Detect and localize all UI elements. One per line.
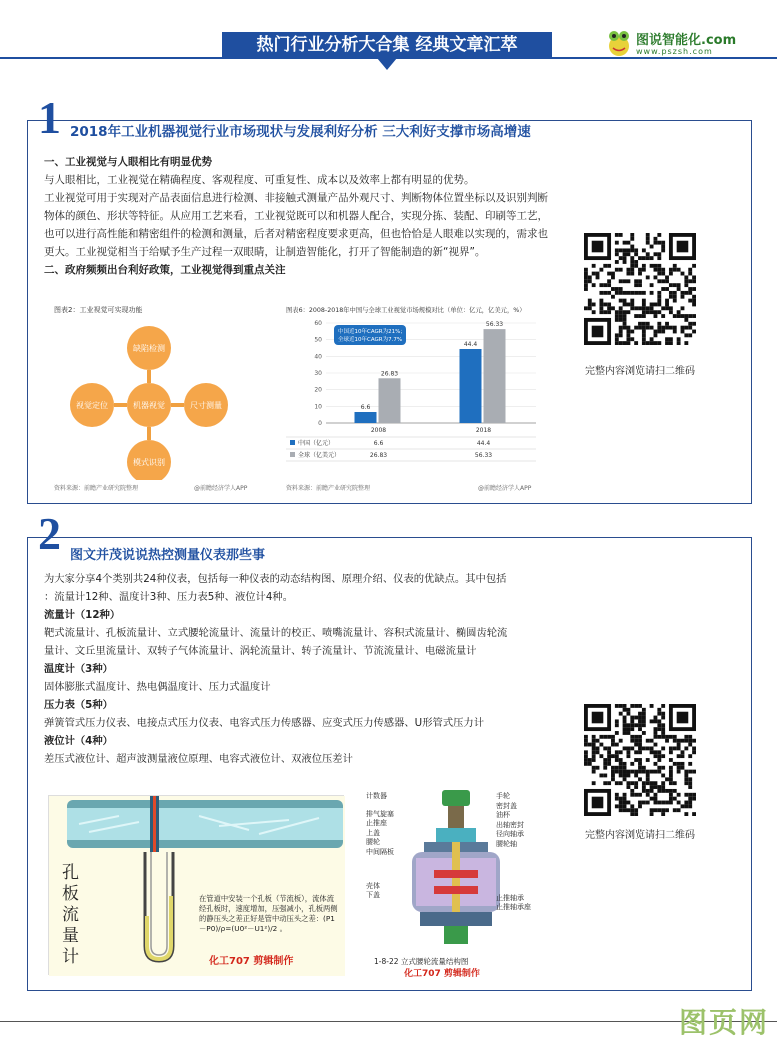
orifice-label-5: 计: [62, 947, 79, 967]
table-cell: 44.4: [476, 440, 491, 447]
functions-diagram: [54, 305, 264, 495]
y-tick-label: 40: [314, 353, 322, 361]
callout: 计数器: [366, 792, 387, 800]
figure-title: 图表2：工业视觉可实现功能: [54, 306, 143, 314]
x-tick-label: 2008: [370, 427, 387, 434]
paragraph: ：流量计12种、温度计3种、压力表5种、液位计4种。: [44, 591, 293, 603]
callout: 排气旋塞: [366, 809, 394, 818]
paragraph: 靶式流量计、孔板流量计、立式腰轮流量计、流量计的校正、喷嘴流量计、容积式流量计、椭圆齿轮流: [44, 627, 508, 639]
qr-caption: 完整内容浏览请扫二维码: [585, 830, 695, 841]
header-banner: 热门行业分析大合集 经典文章汇萃: [222, 32, 552, 59]
callout: 下盖: [366, 891, 380, 900]
logo-brand: 图说智能化.com: [636, 33, 737, 48]
callout: 腰轮: [366, 838, 380, 847]
orifice-diagram: [49, 796, 345, 976]
watermark: 图页网: [678, 1006, 769, 1039]
qr-code-icon[interactable]: [580, 233, 700, 345]
bar-chart: [286, 315, 548, 480]
orifice-label-text: [49, 796, 50, 797]
table-cell: 26.83: [369, 452, 388, 459]
paragraph: 弹簧管式压力仪表、电接点式压力仪表、电容式压力传感器、应变式压力传感器、U形管式压力计: [44, 717, 485, 729]
bar-value-label: 56.33: [485, 321, 504, 329]
callout: 密封盖: [496, 801, 517, 810]
category-heading: 温度计（3种）: [44, 663, 113, 675]
paragraph: 差压式液位计、超声波测量液位原理、电容式液位计、双液位压差计: [44, 753, 353, 765]
paragraph: 与人眼相比，工业视觉在精确程度、客观程度、可重复性、成本以及效率上都有明显的优势。: [44, 174, 475, 186]
orifice-label-4: 量: [62, 926, 79, 946]
heading-1: 一、工业视觉与人眼相比有明显优势: [44, 156, 212, 168]
qr-code-icon[interactable]: [580, 704, 700, 816]
chart-credit: @前瞻经济学人APP: [478, 485, 532, 492]
legend-swatch: [290, 452, 295, 457]
y-tick-label: 10: [314, 403, 322, 411]
y-tick-label: 30: [314, 370, 322, 377]
callout: 中间隔板: [366, 847, 394, 856]
callout: 止推轴承座: [496, 903, 531, 912]
table-cell: 56.33: [474, 452, 493, 459]
node-label: 视觉定位: [76, 401, 108, 410]
meter-credit: 化工707 剪辑制作: [404, 969, 480, 979]
section-number: 2: [38, 508, 61, 559]
node-label: 模式识别: [133, 458, 165, 467]
orifice-label-2: 板: [62, 884, 79, 904]
callout: 壳体: [366, 881, 380, 890]
cagr-annotation-text: 全球近10年CAGR为7.7%: [338, 337, 403, 343]
bar-global: [484, 329, 506, 423]
heading-2: 二、政府频频出台利好政策，工业视觉得到重点关注: [44, 264, 286, 276]
logo-url: www.pszsh.com: [636, 47, 713, 56]
callout: 止推座: [366, 819, 387, 828]
node-label: 缺陷检测: [133, 344, 165, 353]
function-cycle-diagram: [54, 315, 264, 480]
header-notch: [377, 58, 397, 70]
market-chart: [286, 305, 548, 495]
callout: 径向轴承: [496, 830, 524, 839]
qr-caption: 完整内容浏览请扫二维码: [585, 366, 695, 377]
bar-china: [355, 412, 377, 423]
paragraph: 量计、文丘里流量计、双转子气体流量计、涡轮流量计、转子流量计、节流流量计、电磁流量计: [44, 645, 477, 657]
section-title[interactable]: 图文并茂说说热控测量仪表那些事: [70, 548, 266, 563]
bar-value-label: 26.83: [380, 370, 399, 378]
category-heading: 流量计（12种）: [44, 609, 121, 621]
frog-logo-icon: [606, 28, 632, 58]
bar-china: [460, 349, 482, 423]
center-label: 机器视觉: [133, 401, 165, 410]
callout: 上盖: [366, 828, 380, 837]
legend-swatch: [290, 440, 295, 445]
section-body: [44, 570, 574, 768]
meter-caption: 1-8-22 立式腰轮流量结构图: [374, 957, 469, 966]
callout: 油杯: [496, 811, 510, 820]
lobe-meter-illustration: [364, 784, 548, 980]
callout: 止推轴承: [496, 893, 524, 902]
y-tick-label: 20: [314, 386, 322, 394]
left-callouts: [366, 792, 418, 901]
category-heading: 压力表（5种）: [44, 699, 113, 711]
orifice-flowmeter-illustration: [48, 795, 344, 975]
category-heading: 液位计（4种）: [44, 735, 113, 747]
bar-value-label: 44.4: [463, 341, 478, 348]
y-tick-label: 60: [314, 320, 322, 327]
article-section-1: [27, 92, 752, 504]
section-body: [44, 153, 554, 279]
paragraph: 为大家分享4个类别共24种仪表，包括每一种仪表的动态结构图、原理介绍、仪表的优缺点。其中包括: [44, 573, 507, 585]
chart-source: 资料来源：前瞻产业研究院整理: [286, 485, 371, 492]
orifice-label-3: 流: [62, 905, 79, 925]
bar-value-label: 6.6: [360, 404, 371, 411]
bar-global: [379, 378, 401, 423]
figure-source: 资料来源：前瞻产业研究院整理: [54, 485, 139, 492]
article-section-2: [27, 508, 752, 991]
figure-credit: @前瞻经济学人APP: [194, 485, 248, 492]
node-label: 尺寸测量: [190, 401, 222, 410]
callout: 腰轮轴: [496, 839, 517, 848]
orifice-credit: 化工707 剪辑制作: [209, 956, 294, 967]
right-callouts: [496, 792, 548, 913]
orifice-description: 在管道中安装一个孔板（节流板），流体流经孔板时，速度增加，压强减小，孔板两侧的静压头之差正好是管中动压头之差：(P1－P0)/ρ=(U0²－U1²)/2 。: [199, 894, 338, 933]
y-tick-label: 0: [318, 420, 322, 427]
x-tick-label: 2018: [475, 427, 492, 434]
table-cell: 6.6: [373, 440, 384, 447]
callout: 出轴密封: [496, 820, 524, 829]
section-title[interactable]: 2018年工业机器视觉行业市场现状与发展利好分析 三大利好支撑市场高增速: [70, 124, 531, 140]
y-tick-label: 50: [314, 336, 322, 344]
cagr-annotation-text: 中国近10年CAGR为21%；: [338, 329, 406, 335]
site-logo[interactable]: [606, 28, 756, 62]
paragraph: 固体膨胀式温度计、热电偶温度计、压力式温度计: [44, 681, 271, 693]
orifice-label-1: 孔: [62, 863, 79, 883]
legend-label: 全球（亿美元）: [298, 452, 341, 459]
footer-rule: [0, 1021, 777, 1022]
callout: 手轮: [496, 792, 510, 800]
legend-label: 中国（亿元）: [298, 440, 335, 447]
chart-title: 图表6：2008-2018年中国与全球工业视觉市场规模对比（单位：亿元，亿美元，%）: [286, 307, 526, 314]
section-number: 1: [38, 92, 61, 143]
paragraph: 工业视觉可用于实现对产品表面信息进行检测、非接触式测量产品外观尺寸、判断物体位置坐标以及识别判断物体的颜色、形状等特征。从应用工艺来看，工业视觉既可以和机器人配合，实现分拣、装配、印刷等工艺，也可以进行高性能和精密组件的检测和测量，后者对精密程度要求更高，但也恰恰是人眼难以实现的，需求也更大。工业视觉相当于给赋予生产过程一双眼睛，让制造智能化，打开了智能制造的新“视界”。: [44, 192, 548, 258]
